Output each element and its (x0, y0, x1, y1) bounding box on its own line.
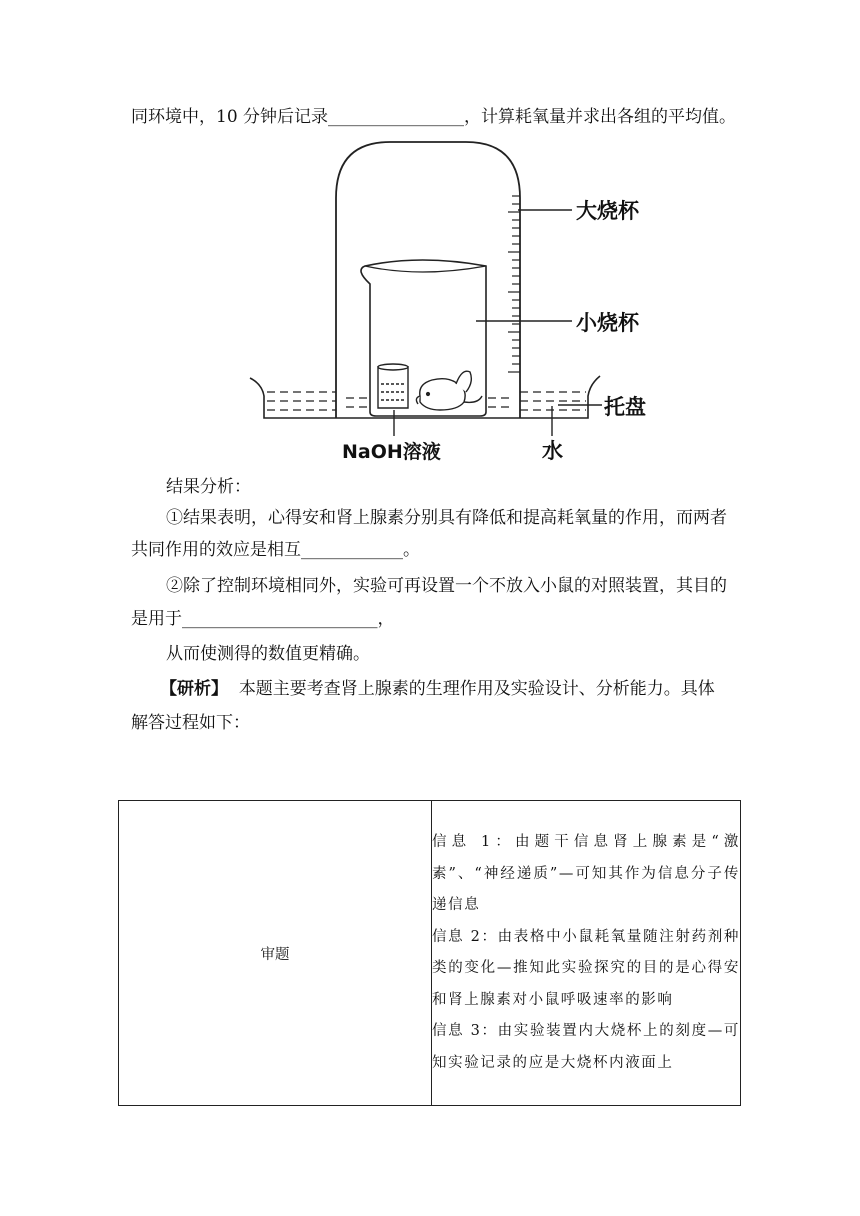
info-item-3: 信息 3：由实验装置内大烧杯上的刻度—可知实验记录的应是大烧杯内液面上 (432, 1023, 740, 1071)
result-heading: 结果分析： (166, 477, 251, 497)
label-large-beaker: 大烧杯 (576, 199, 639, 223)
analysis-table (118, 800, 741, 1106)
intro-text-before: 同环境中，10 分钟后记录 (131, 107, 329, 127)
q1-line2 (131, 540, 741, 560)
analysis-text1: 本题主要考查肾上腺素的生理作用及实验设计、分析能力。具体 (238, 679, 715, 699)
analysis-line1 (160, 679, 770, 699)
info-cell (432, 801, 741, 1106)
analysis-tag: 【研析】 (160, 679, 228, 699)
apparatus-figure (0, 0, 860, 470)
q1-line1: ①结果表明，心得安和肾上腺素分别具有降低和提高耗氧量的作用，而两者 (166, 508, 727, 528)
label-small-beaker: 小烧杯 (576, 311, 639, 335)
q2-text-after: ， (377, 609, 395, 629)
q2-text-before: 是用于 (131, 609, 182, 629)
beaker-scale (508, 196, 520, 372)
analysis-line2: 解答过程如下： (131, 713, 250, 733)
label-naoh: NaOH溶液 (342, 441, 441, 463)
q2-line2 (131, 609, 741, 629)
q2-blank: _______________________ (182, 609, 378, 629)
q2-line3: 从而使测得的数值更精确。 (166, 644, 370, 664)
large-beaker (336, 142, 520, 418)
intro-text-after: ，计算耗氧量并求出各组的平均值。 (464, 107, 737, 127)
table-row (119, 801, 741, 1106)
intro-blank: ________________ (328, 107, 465, 127)
label-tray: 托盘 (604, 395, 646, 419)
mouse-icon (416, 371, 482, 410)
q2-line1: ②除了控制环境相同外，实验可再设置一个不放入小鼠的对照装置，其目的 (166, 576, 727, 596)
label-water: 水 (542, 439, 563, 463)
info-item-2: 信息 2：由表格中小鼠耗氧量随注射药剂种类的变化—推知此实验探究的目的是心得安和肾上腺素对小鼠呼吸速率的影响 (432, 928, 740, 1008)
info-item-1: 信息 1：由题干信息肾上腺素是“激素”、“神经递质”—可知其作为信息分子传递信息 (432, 834, 740, 913)
row-label-shenti: 审题 (119, 801, 432, 1106)
naoh-container (378, 364, 408, 408)
q1-blank: ____________ (301, 540, 403, 560)
q1-text-before: 共同作用的效应是相互 (131, 540, 301, 560)
q1-text-after: 。 (403, 540, 420, 560)
